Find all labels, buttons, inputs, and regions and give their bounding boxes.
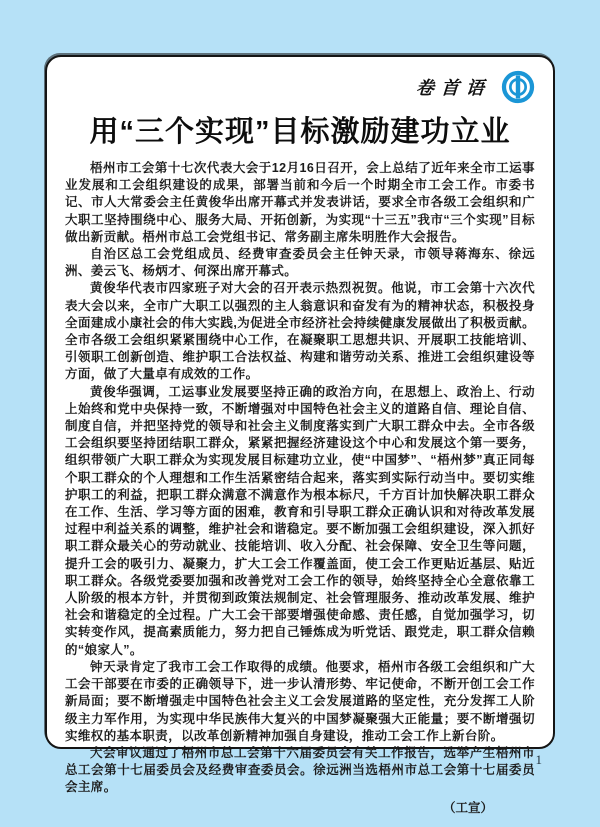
paragraph-3: 黄俊华代表市四家班子对大会的召开表示热烈祝贺。他说，市工会第十六次代表大会以来，全市广大职工以强烈的主人翁意识和奋发有为的精神状态，积极投身全面建成小康社会的伟大实践,为促进全市经济社会持续健康发展做出了积极贡献。全市各级工会组织紧紧围绕中心工作，在凝聚职工思想共识、开展职工技能培训、引领职工创新创造、维护职工合法权益、构建和谐劳动关系、推进工会组织建设等方面，做了大量卓有成效的工作。 [65,281,535,382]
union-emblem-icon [501,70,535,104]
paragraph-2: 自治区总工会党组成员、经费审查委员会主任钟天录，市领导蒋海东、徐远洲、姜云飞、杨炳才、何深出席开幕式。 [65,247,535,279]
article-title: 用“三个实现”目标激励建功立业 [89,116,511,148]
card-header [65,69,535,105]
article-body [65,160,535,797]
paragraph-1: 梧州市工会第十七次代表大会于12月16日召开，会上总结了近年来全市工运事业发展和工会组织建设的成果，部署当前和今后一个时期全市工会工作。市委书记、市人大常委会主任黄俊华出席开幕式并发表讲话，要求全市各级工会组织和广大职工坚持围绕中心、服务大局、开拓创新，为实现“十三五”我市“三个实现”目标做出新贡献。梧州市总工会党组书记、常务副主席朱明胜作大会报告。 [65,161,535,244]
paragraph-4: 黄俊华强调，工运事业发展要坚持正确的政治方向，在思想上、政治上、行动上始终和党中央保持一致，不断增强对中国特色社会主义的道路自信、理论自信、制度自信，并把坚持党的领导和社会主义制度落实到广大职工群众中去。全市各级工会组织要坚持团结职工群众，紧紧把握经济建设这个中心和发展这个第一要务，组织带领广大职工群众为实现发展目标建功立业，使“中国梦”、“梧州梦”真正同每个职工群众的个人理想和工作生活紧密结合起来，落实到实际行动当中。要切实维护职工的利益，把职工群众满意不满意作为根本标尺，千方百计加快解决职工群众在工作、生活、学习等方面的困难，教育和引导职工群众正确认识和对待改革发展过程中利益关系的调整，维护社会和谐稳定。要不断加强工会组织建设，深入抓好职工群众最关心的劳动就业、技能培训、收入分配、社会保障、安全卫生等问题，提升工会的吸引力、凝聚力，扩大工会工作覆盖面，使工会工作更贴近基层、贴近职工群众。各级党委要加强和改善党对工会工作的领导，始终坚持全心全意依靠工人阶级的根本方针，并贯彻到政策法规制定、社会管理服务、推动改革发展、维护社会和谐稳定的全过程。广大工会干部要增强使命感、责任感，自觉加强学习，切实转变作风，提高素质能力，努力把自己锤炼成为听党话、跟党走，职工群众信赖的“娘家人”。 [65,384,535,657]
paragraph-5: 钟天录肯定了我市工会工作取得的成绩。他要求，梧州市各级工会组织和广大工会干部要在市委的正确领导下，进一步认清形势、牢记使命，不断开创工会工作新局面；要不断增强走中国特色社会主义工会发展道路的坚定性，充分发挥工人阶级主力军作用，为实现中华民族伟大复兴的中国梦凝聚强大正能量；要不断增强切实维权的基本职责，以改革创新精神加强自身建设，推动工会工作上新台阶。 [65,659,535,743]
paragraph-6: 大会审议通过了梧州市总工会第十六届委员会有关工作报告，选举产生梧州市总工会第十七届委员会及经费审查委员会。徐远洲当选梧州市总工会第十七届委员会主席。 [65,745,535,795]
section-label: 卷首语 [415,78,492,98]
page-number: 1 [535,752,542,767]
article-card [45,55,555,815]
byline: （工宣） [442,800,493,815]
